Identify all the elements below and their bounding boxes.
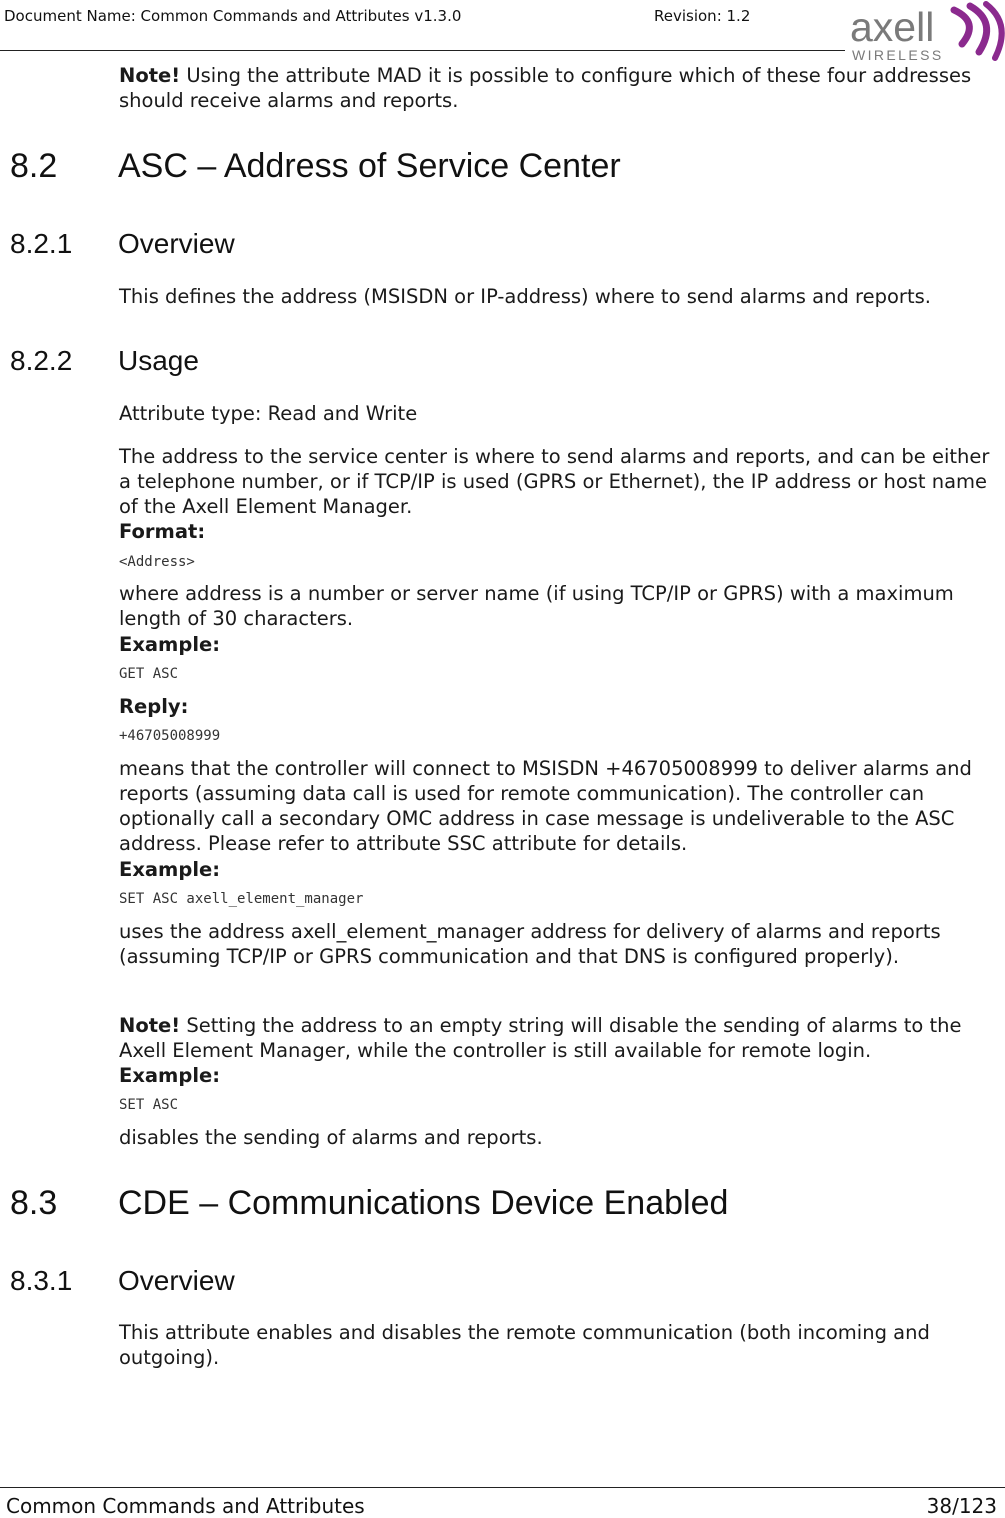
logo-subtitle: WIRELESS xyxy=(852,47,944,63)
format-label: Format: xyxy=(119,520,206,543)
logo-wordmark: axell xyxy=(850,4,935,50)
header-revision: Revision: 1.2 xyxy=(654,7,751,25)
format-code: <Address> xyxy=(119,554,195,570)
example-label: Example: xyxy=(119,1064,221,1087)
note-text: Setting the address to an empty string will disable the sending of alarms to the Axell Element Manager, while the controller is still available for remote login. xyxy=(119,1014,962,1062)
reply-description: means that the controller will connect to MSISDN +46705008999 to deliver alarms and reports (assuming data call is used for remote communication). The controller can optionally call a secondary OMC address in case message is undeliverable to the ASC address. Please refer to attribute SSC attribute for details. xyxy=(119,757,972,855)
note-label: Note! xyxy=(119,1014,181,1037)
intro-note xyxy=(119,63,999,113)
section-title: Usage xyxy=(118,345,199,376)
axell-wireless-logo xyxy=(846,0,1005,64)
footer-title: Common Commands and Attributes xyxy=(6,1494,365,1518)
section-number: 8.2.1 xyxy=(10,228,73,259)
footer-divider xyxy=(0,1487,1005,1488)
section-number: 8.2.2 xyxy=(10,345,73,376)
header-document-name: Document Name: Common Commands and Attributes v1.3.0 xyxy=(4,7,462,25)
example-description: disables the sending of alarms and reports. xyxy=(119,1126,543,1149)
note-label: Note! xyxy=(119,64,181,87)
example-label: Example: xyxy=(119,858,221,881)
section-number: 8.3 xyxy=(10,1184,58,1222)
section-title: Overview xyxy=(118,228,235,259)
usage-note xyxy=(119,1013,999,1063)
reply-code: +46705008999 xyxy=(119,728,221,744)
page-number: 38/123 xyxy=(926,1494,997,1518)
usage-paragraph: The address to the service center is where to send alarms and reports, and can be either a telephone number, or if TCP/IP is used (GPRS or Ethernet), the IP address or host name of the Axell Element Manager. xyxy=(119,445,990,518)
example-description: uses the address axell_element_manager address for delivery of alarms and reports (assuming TCP/IP or GPRS communication and that DNS is configured properly). xyxy=(119,920,941,968)
header-divider xyxy=(0,50,845,51)
overview-text: This defines the address (MSISDN or IP-address) where to send alarms and reports. xyxy=(119,285,931,308)
section-title: CDE – Communications Device Enabled xyxy=(118,1184,729,1222)
example-code: GET ASC xyxy=(119,666,179,682)
note-text: Using the attribute MAD it is possible to configure which of these four addresses should receive alarms and reports. xyxy=(119,64,972,112)
format-description: where address is a number or server name (if using TCP/IP or GPRS) with a maximum length of 30 characters. xyxy=(119,582,954,630)
example-code: SET ASC axell_element_manager xyxy=(119,891,364,907)
logo-arc-1 xyxy=(954,10,969,44)
section-title: Overview xyxy=(118,1265,235,1296)
section-title: ASC – Address of Service Center xyxy=(118,147,621,185)
example-code: SET ASC xyxy=(119,1097,179,1113)
attribute-type: Attribute type: Read and Write xyxy=(119,402,418,425)
section-number: 8.2 xyxy=(10,147,58,185)
example-label: Example: xyxy=(119,633,221,656)
overview-text: This attribute enables and disables the remote communication (both incoming and outgoing). xyxy=(119,1321,930,1369)
section-number: 8.3.1 xyxy=(10,1265,73,1296)
reply-label: Reply: xyxy=(119,695,189,718)
